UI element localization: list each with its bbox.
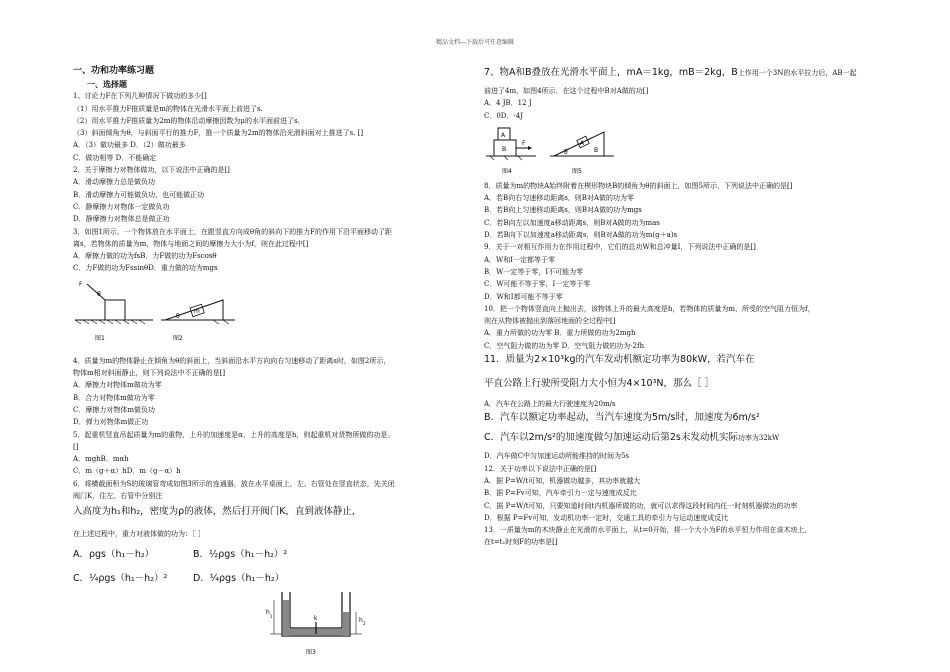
q6-options-row2: C．¼ρgs（h₁－h₂）² D．¼ρgs（h₁－h₂） (73, 572, 285, 584)
figure-3 (262, 590, 382, 662)
svg-text:2: 2 (363, 621, 366, 626)
q6: 6．将横截面积为S的玻璃管弯成如图3所示的连通器，放在水平桌面上，左、右管处在竖直状态，先关闭 阀门K，往左、右管中分别注 入高度为h₁和h₂，密度为ρ的液体，然后打开阀门K，直到液体静止， 在上述过程中，重力对液体做的功为：［ ］ A．ρgs（h₁－h₂） B．½ρgs（h₁－h₂）² C．¼ρgs（h₁－h₂）² D．¼ρgs（h₁－h₂） (73, 478, 471, 587)
section-heading: 一、选择题 (87, 79, 127, 89)
q9: 9．关于一对相互作用力在作用过程中，它们的总功W和总冲量I，下列说法中正确的是[] A．W和I一定都等于零 B．W一定等于零，I不可能为零 C．W可能不等于零，I一定等于零 D．W和I都可能不等于零 (484, 243, 756, 301)
figure-2-diagram (161, 300, 235, 324)
figure-2-caption: 图2 (173, 335, 183, 342)
figure-1-diagram (75, 281, 153, 324)
figure-1-caption: 图1 (95, 335, 105, 342)
page-header: 精品文档---下载后可任意编辑 (435, 39, 515, 46)
svg-text:A: A (580, 140, 585, 147)
svg-text:θ: θ (176, 313, 180, 320)
svg-text:θ: θ (564, 149, 568, 156)
q3: 3．如图1所示，一个物体放在水平面上，在跟竖直方向成θ角的斜向下的推力F的作用下沿平面移动了距 离s，若物体的质量为m，物体与地面之间的摩擦力大小为f，则在此过程中[] A．摩擦力做的功为fsB．力F做的功为Fscosθ C．力F做的功为FssinθD．重力做的功为mgs (73, 227, 392, 273)
figure-4-diagram (486, 128, 536, 160)
svg-text:F: F (522, 140, 526, 147)
q4: 4．质量为m的物体静止在倾角为θ的斜面上，当斜面沿水平方向向右匀速移动了距离s时，如图2所示， 物体m相对斜面静止，则下列说法中不正确的是[] A．摩擦力对物体m做功为零 B．合力对物体m做功为零 C．摩擦力对物体m做负功 D．弹力对物体m做正功 (73, 356, 391, 427)
svg-text:h: h (359, 617, 363, 624)
figure-3-caption: 图3 (306, 649, 316, 656)
figure-4-caption: 图4 (502, 168, 512, 175)
figure-3-diagram (266, 592, 366, 636)
svg-text:F: F (79, 281, 83, 288)
svg-text:B: B (502, 146, 507, 153)
q5: 5．起重机竖直吊起质量为m的重物，上升的加速度是α，上升的高度是h，则起重机对货物所做的功是。 [] A．mghB．mαh C．m（g＋α）hD．m（g－α）h (73, 430, 395, 476)
q2: 2．关于摩擦力对物体做功，以下说法中正确的是[] A．滑动摩擦力总是做负功 B．滑动摩擦力可能做负功，也可能做正功 C．静摩擦力对物体一定做负功 D．静摩擦力对物体总是做正功 (73, 166, 230, 224)
q7: 7、物A和B叠放在光滑水平面上，mA＝1kg，mB＝2kg，B上作用一个3N的水平拉力后，AB一起 前进了4m，如图4所示．在这个过程中B对A做的功[] A．4 JB．12 J C．0D．-4J (484, 67, 857, 120)
q11: 11．质量为2×10³kg的汽车发动机额定功率为80kW，若汽车在 平直公路上行驶所受阻力大小恒为4×10³N，那么［ ］ A．汽车在公路上的最大行驶速度为20m/s B．汽车以额定功率起动，当汽车速度为5m/s时，加速度为6m/s² C．汽车以2m/s²的加速度做匀加速运动后第2s末发动机实际功率为32kW D．汽车做C中匀加速运动所能维持的时间为5s (484, 354, 780, 461)
svg-text:m: m (194, 308, 200, 315)
figures-4-5 (484, 118, 624, 180)
doc-title: 一、功和功率练习题 (73, 66, 155, 76)
figure-5-caption: 图5 (572, 168, 582, 175)
figures-1-2 (73, 278, 243, 348)
svg-text:k: k (314, 615, 318, 622)
svg-text:θ: θ (97, 291, 101, 298)
q6-options-row1: A．ρgs（h₁－h₂） B．½ρgs（h₁－h₂）² (73, 548, 288, 560)
svg-text:B: B (594, 147, 599, 154)
q8: 8．质量为m的物块A始终附着在楔形物块B的倾角为θ的斜面上，如图5所示，下列说法中正确的是[] A．若B向右匀速移动距离s，则B对A做的功为零 B．若B向上匀速移动距离s，则B对A做的功为mgs C．若B向左以加速度a移动距离s，则B对A做的功为mas D．若B向下以加速度a移动距离s，则B对A做的功为m(g＋a)s (484, 181, 793, 240)
q1: 1、讨论力F在下列几种情况下做功的多少[] （1）用水平推力F推质量是m的物体在光滑水平面上前进了s. （2）用水平推力F推质量为2m的物体沿动摩擦因数为μ的水平面前进了s. （3）斜面倾角为θ，与斜面平行的推力F，推一个质量为2m的物体沿光滑斜面对上推进了s. [] A．（3）做功最多 D．（2）做功最多 C．做功相等 D．不能确定 (73, 92, 364, 162)
svg-text:A: A (501, 132, 506, 139)
q10: 10．把一个物体竖直向上抛出去，该物体上升的最大高度是h，若物体的质量为m，所受的空气阻力恒为f， 则在从物体被抛出到落回地面的全过程中[] A．重力所做的功为零 B．重力所做的功为2mgh C．空气阻力做的功为零 D．空气阻力做的功为-2fh (484, 304, 815, 350)
figure-5-diagram (550, 132, 614, 156)
svg-text:1: 1 (270, 614, 273, 619)
svg-text:h: h (266, 609, 270, 616)
q13: 13．一质量为m的木块静止在光滑的水平面上，从t=0开始，将一个大小为F的水平恒力作用在该木块上， 在t=t₁时刻F的功率是[] (484, 526, 812, 547)
q12: 12．关于功率以下说法中正确的是[] A．据 P=W/t可知，机器做功越多，其功率就越大 B．据 P=Fv可知，汽车牵引力一定与速度成反比 C．据 P=W/t可知，只要知道时间t内机器所做的功，就可以求得这段时间内任一时刻机器做功的功率 D．根据 P=Fv可知，发动机功率一定时，交通工具的牵引力与运动速度成反比 (484, 464, 798, 522)
